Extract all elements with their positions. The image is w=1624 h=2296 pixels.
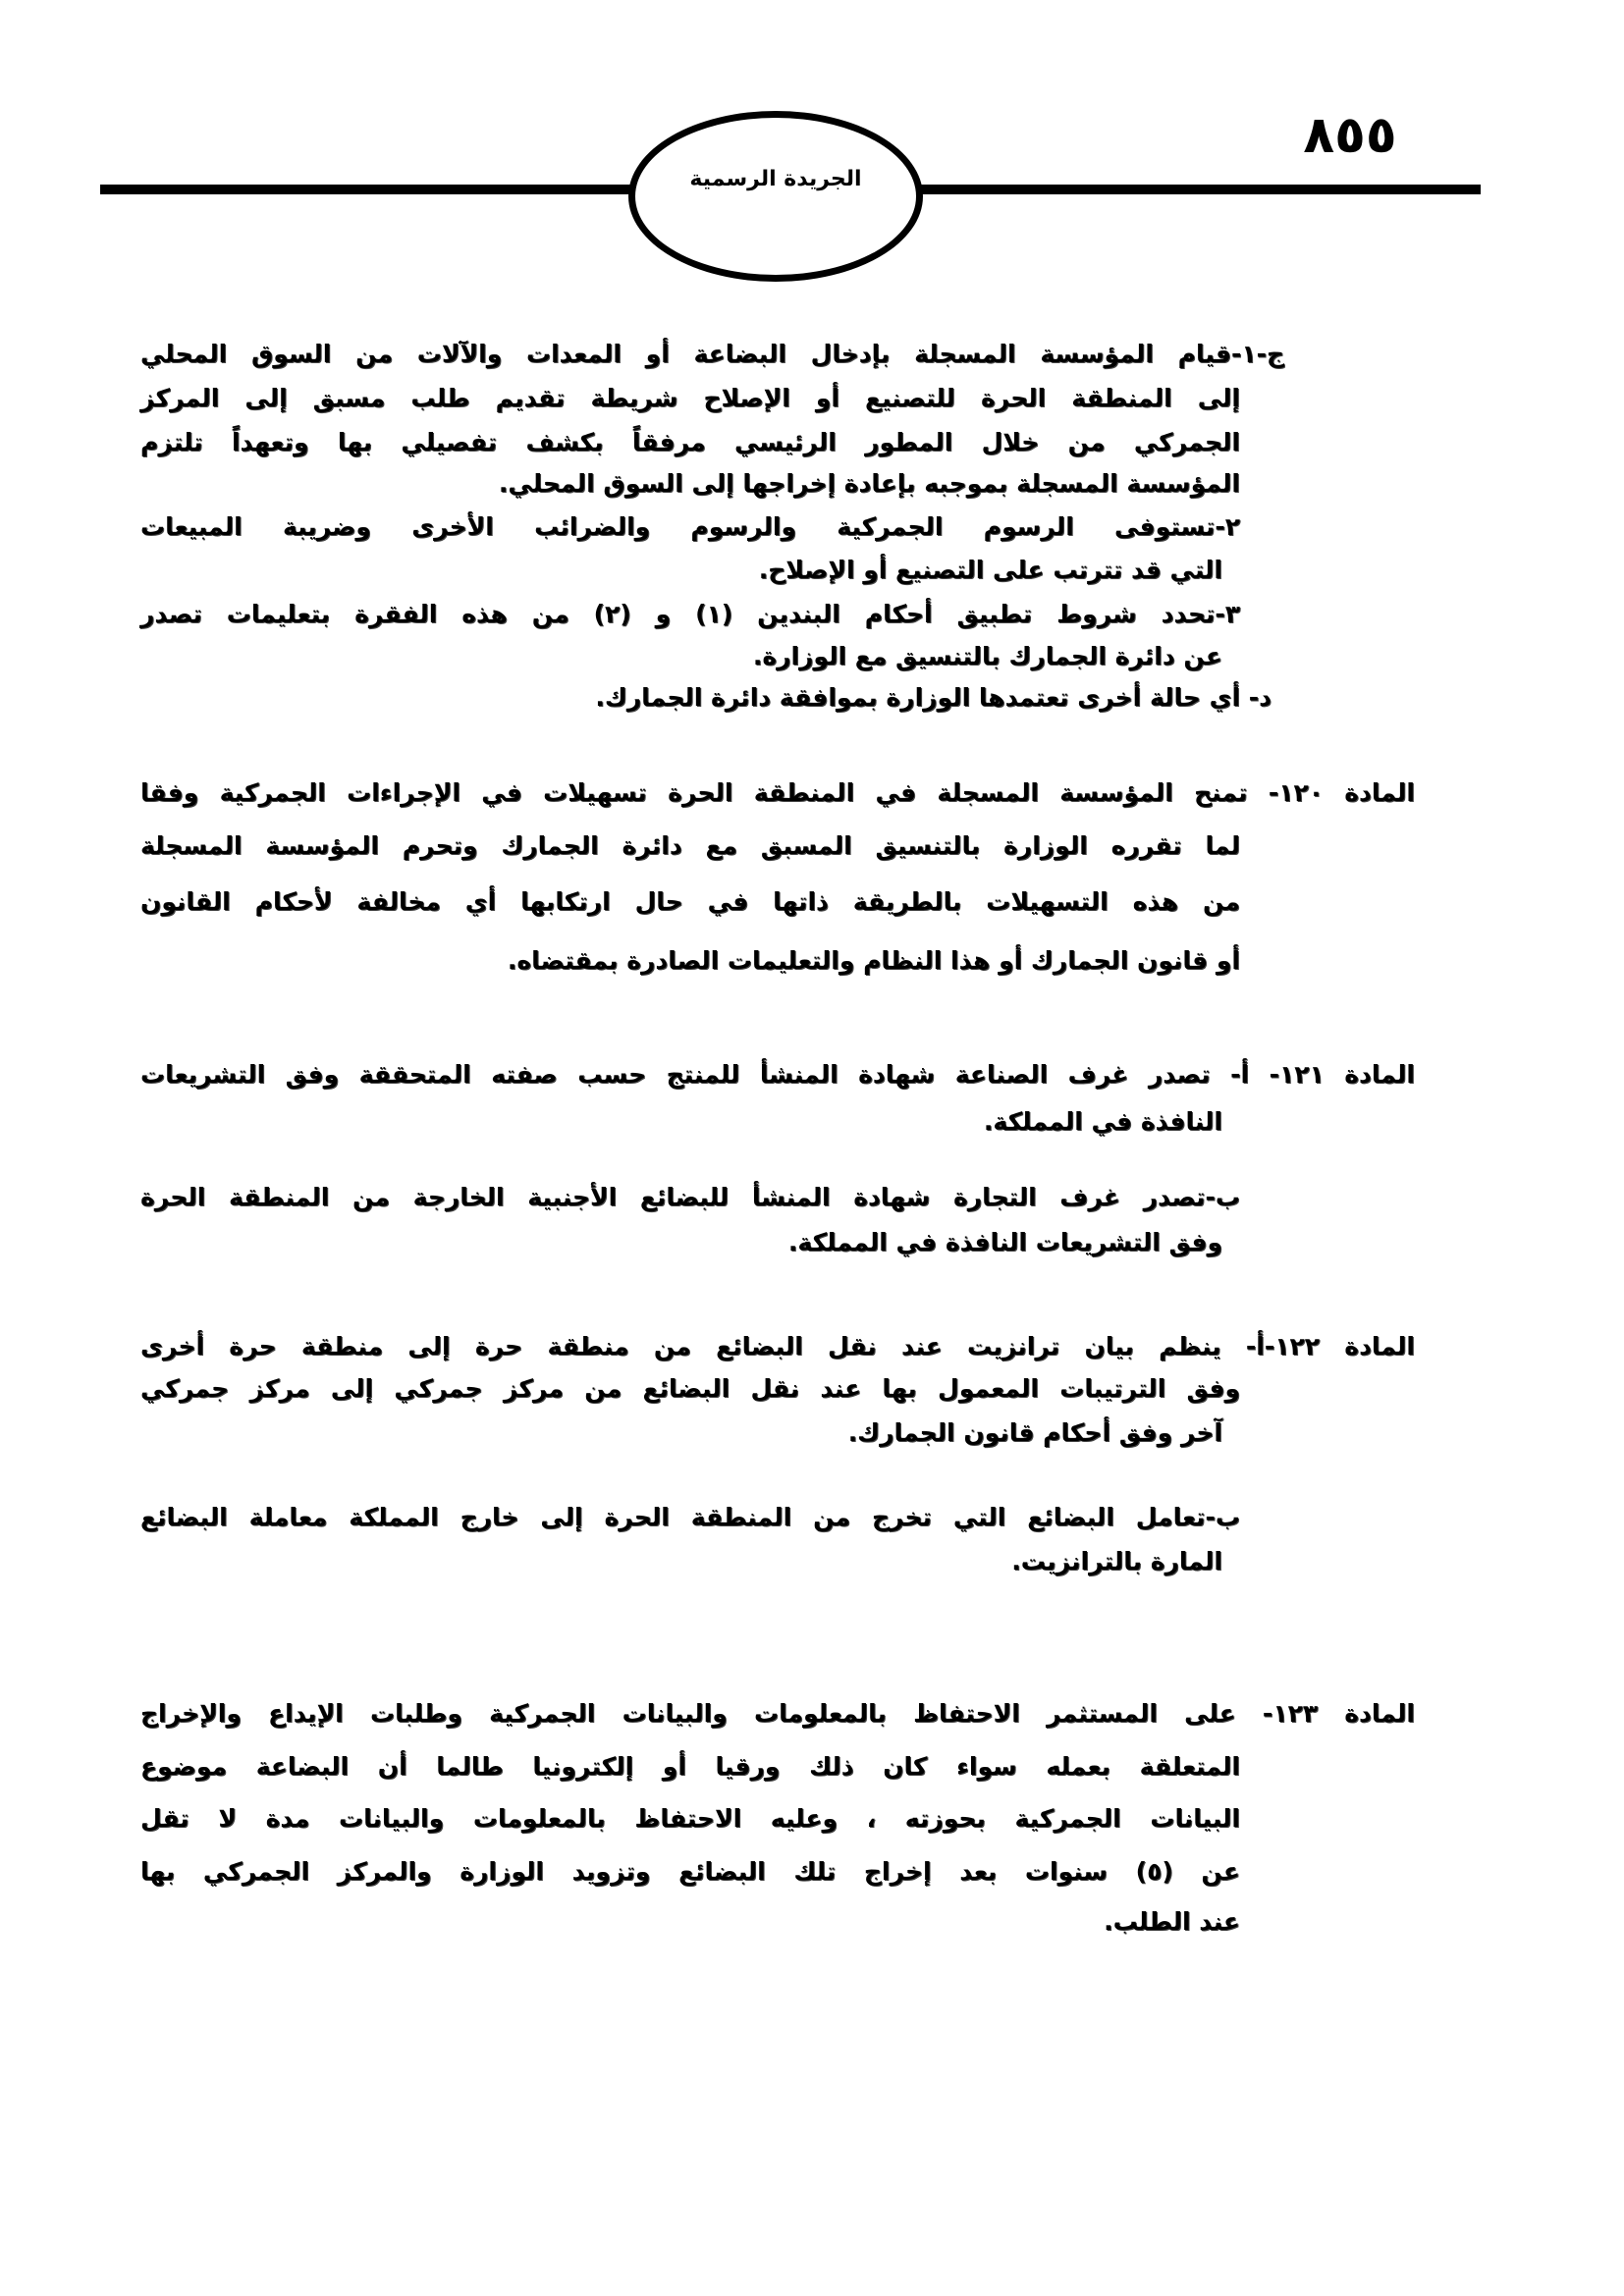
page-number: ٨٥٥ bbox=[1303, 106, 1397, 165]
clause-c1-line: إلى المنطقة الحرة للتصنيع أو الإصلاح شريطة تقديم طلب مسبق إلى المركز bbox=[140, 384, 1240, 412]
article-122-line: وفق الترتيبات المعمول بها عند نقل البضائع من مركز جمركي إلى مركز جمركي bbox=[140, 1374, 1240, 1403]
article-120-line: المادة ١٢٠- تمنح المؤسسة المسجلة في المنطقة الحرة تسهيلات في الإجراءات الجمركية وفقا bbox=[140, 778, 1415, 807]
publication-title: الجريدة الرسمية bbox=[689, 167, 862, 191]
article-121b-line: ب-تصدر غرف التجارة شهادة المنشأ للبضائع الأجنبية الخارجة من المنطقة الحرة bbox=[140, 1183, 1240, 1211]
article-121-line: النافذة في المملكة. bbox=[983, 1107, 1222, 1136]
article-123-line: المادة ١٢٣- على المستثمر الاحتفاظ بالمعلومات والبيانات الجمركية وطلبات الإيداع والإخراج bbox=[140, 1699, 1415, 1728]
clause-c1-line: المؤسسة المسجلة بموجبه بإعادة إخراجها إلى السوق المحلي. bbox=[498, 469, 1240, 498]
article-121-line: المادة ١٢١- أ- تصدر غرف الصناعة شهادة المنشأ للمنتج حسب صفته المتحققة وفق التشريعات bbox=[140, 1060, 1415, 1089]
clause-c1-line: ج-١-قيام المؤسسة المسجلة بإدخال البضاعة أو المعدات والآلات من السوق المحلي bbox=[140, 340, 1284, 368]
clause-c2-line: ٢-تستوفى الرسوم الجمركية والرسوم والضرائب الأخرى وضريبة المبيعات bbox=[140, 512, 1240, 541]
article-122-line: المادة ١٢٢-أ- ينظم بيان ترانزيت عند نقل البضائع من منطقة حرة إلى منطقة حرة أخرى bbox=[140, 1332, 1415, 1361]
clause-c1-line: الجمركي من خلال المطور الرئيسي مرفقاً بكشف تفصيلي بها وتعهداً تلتزم bbox=[140, 428, 1240, 456]
article-123-line: عند الطلب. bbox=[1104, 1907, 1240, 1936]
header-oval bbox=[628, 111, 923, 282]
article-122-line: آخر وفق أحكام قانون الجمارك. bbox=[847, 1418, 1222, 1447]
article-120-line: لما تقرره الوزارة بالتنسيق المسبق مع دائرة الجمارك وتحرم المؤسسة المسجلة bbox=[140, 831, 1240, 860]
article-122b-line: المارة بالترانزيت. bbox=[1011, 1547, 1222, 1575]
article-122b-line: ب-تعامل البضائع التي تخرج من المنطقة الحرة إلى خارج المملكة معاملة البضائع bbox=[140, 1503, 1240, 1531]
article-120-line: أو قانون الجمارك أو هذا النظام والتعليمات الصادرة بمقتضاه. bbox=[507, 946, 1240, 975]
clause-c2-line: التي قد تترتب على التصنيع أو الإصلاح. bbox=[758, 556, 1222, 584]
clause-c3-line: ٣-تحدد شروط تطبيق أحكام البندين (١) و (٢) من هذه الفقرة بتعليمات تصدر bbox=[140, 600, 1240, 628]
article-123-line: المتعلقة بعمله سواء كان ذلك ورقيا أو إلكترونيا طالما أن البضاعة موضوع bbox=[140, 1752, 1240, 1781]
article-121b-line: وفق التشريعات النافذة في المملكة. bbox=[787, 1228, 1222, 1256]
article-123-line: البيانات الجمركية بحوزته ، وعليه الاحتفاظ بالمعلومات والبيانات مدة لا تقل bbox=[140, 1804, 1240, 1833]
clause-d-line: د- أي حالة أخرى تعتمدها الوزارة بموافقة دائرة الجمارك. bbox=[595, 683, 1272, 712]
article-120-line: من هذه التسهيلات بالطريقة ذاتها في حال ارتكابها أي مخالفة لأحكام القانون bbox=[140, 887, 1240, 916]
article-123-line: عن (٥) سنوات بعد إخراج تلك البضائع وتزويد الوزارة والمركز الجمركي بها bbox=[140, 1857, 1240, 1886]
clause-c3-line: عن دائرة الجمارك بالتنسيق مع الوزارة. bbox=[752, 642, 1222, 670]
